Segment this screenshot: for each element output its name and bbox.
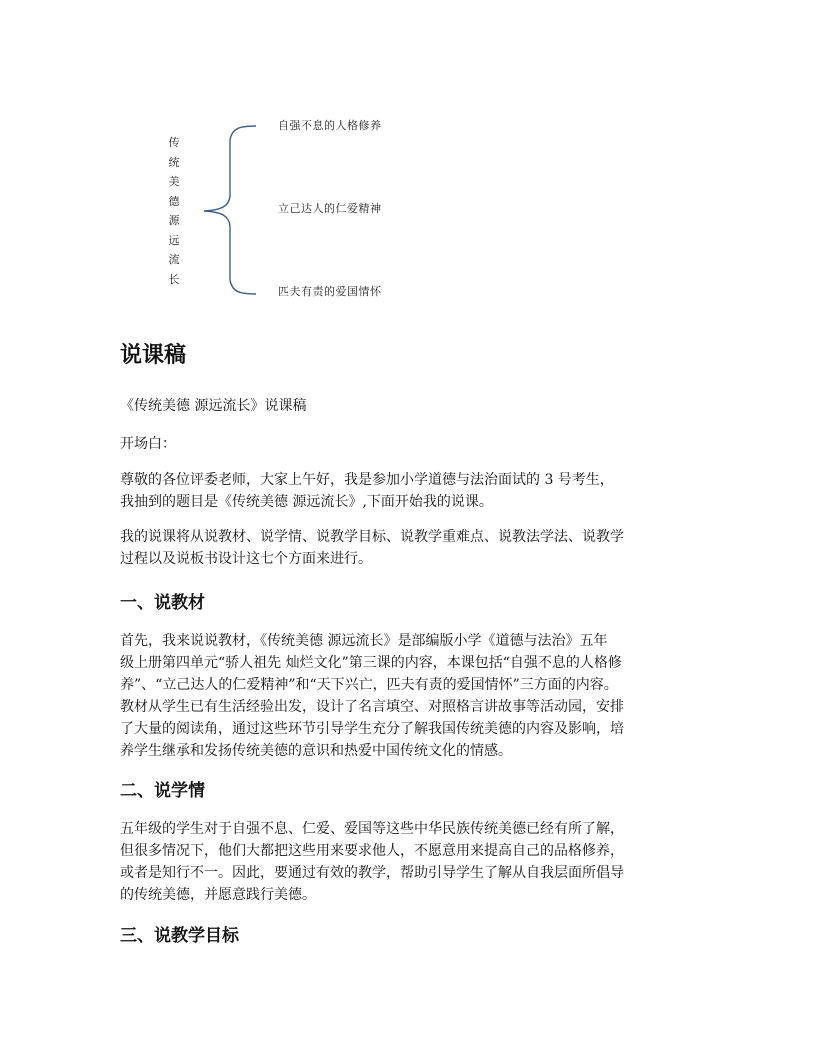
paragraph-line: 级上册第四单元“骄人祖先 灿烂文化”第三课的内容，本课包括“自强不息的人格修 (120, 655, 622, 671)
subtitle: 《传统美德 源远流长》说课稿 (120, 398, 307, 414)
vertical-title-char: 传 (168, 136, 180, 149)
curly-brace (200, 118, 260, 298)
paragraph-line: 但很多情况下，他们大都把这些用来要求他人，不愿意用来提高自己的品格修养， (120, 843, 624, 859)
paragraph-line: 首先，我来说说教材，《传统美德 源远流长》是部编版小学《道德与法治》五年 (120, 633, 608, 649)
intro-paragraph (120, 469, 700, 513)
concept-diagram (0, 0, 816, 310)
document-heading: 说课稿 (120, 343, 187, 368)
paragraph-line: 养学生继承和发扬传统美德的意识和热爱中国传统文化的情感。 (120, 743, 512, 759)
section-heading: 二、说学情 (120, 781, 205, 801)
paragraph-line: 或者是知行不一。因此，要通过有效的教学，帮助引导学生了解从自我层面所倡导 (120, 865, 624, 881)
diagram-branch: 匹夫有责的爱国情怀 (278, 285, 382, 298)
section-heading: 一、说教材 (120, 593, 205, 613)
paragraph-line: 的传统美德，并愿意践行美德。 (120, 887, 316, 903)
diagram-branch: 立己达人的仁爱精神 (278, 202, 382, 215)
section-heading: 三、说教学目标 (120, 926, 239, 946)
diagram-branch: 自强不息的人格修养 (278, 119, 382, 132)
vertical-title-char: 源 (168, 214, 180, 227)
paragraph-line: 我的说课将从说教材、说学情、说教学目标、说教学重难点、说教法学法、说教学 (120, 529, 624, 545)
outline-paragraph (120, 526, 700, 570)
vertical-title-char: 长 (168, 272, 180, 286)
section1-paragraph (120, 630, 700, 762)
vertical-title-char: 远 (168, 233, 180, 247)
paragraph-line: 养”、“立己达人的仁爱精神”和“天下兴亡，匹夫有责的爱国情怀”三方面的内容。 (120, 677, 618, 693)
paragraph-line: 了大量的阅读角，通过这些环节引导学生充分了解我国传统美德的内容及影响，培 (120, 721, 624, 737)
paragraph-line: 过程以及说板书设计这七个方面来进行。 (120, 551, 372, 567)
vertical-title-char: 统 (168, 155, 180, 169)
paragraph-line: 我抽到的题目是《传统美德 源远流长》,下面开始我的说课。 (120, 494, 493, 510)
vertical-title-char: 流 (168, 253, 180, 266)
vertical-title-char: 德 (168, 194, 180, 208)
vertical-title-char: 美 (168, 175, 180, 188)
paragraph-line: 五年级的学生对于自强不息、仁爱、爱国等这些中华民族传统美德已经有所了解， (120, 821, 624, 837)
paragraph-line: 教材从学生已有生活经验出发，设计了名言填空、对照格言讲故事等活动园，安排 (120, 699, 624, 715)
paragraph-line: 尊敬的各位评委老师，大家上午好，我是参加小学道德与法治面试的 3 号考生， (120, 472, 614, 488)
diagram-vertical-title (166, 133, 182, 289)
section2-paragraph (120, 818, 700, 906)
opening-label: 开场白： (120, 436, 176, 452)
